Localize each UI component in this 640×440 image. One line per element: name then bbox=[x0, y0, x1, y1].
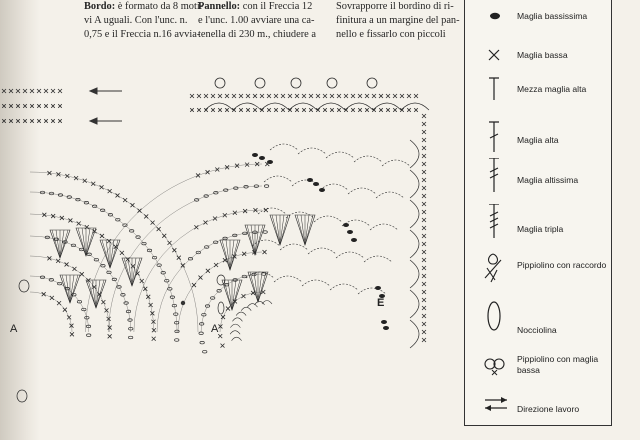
legend-item-picot-joined bbox=[465, 250, 611, 292]
col3-line-3: nello e fissarlo con piccoli bbox=[336, 29, 446, 40]
picot-sc-icon bbox=[473, 346, 513, 386]
text-column-pannello bbox=[198, 0, 330, 42]
legend-item-slip-stitch: Maglia bassissima bbox=[465, 0, 611, 40]
col2-line-1: Pannello: con il Freccia 12 bbox=[198, 1, 313, 12]
puff-stitch-icon bbox=[473, 298, 513, 338]
legend-item-work-direction: Direzione lavoro bbox=[465, 390, 611, 420]
stitch-legend bbox=[464, 0, 612, 426]
legend-picot-joined-label: Pippiolino con raccordo bbox=[517, 260, 607, 270]
legend-item-single-crochet: Maglia bassa bbox=[465, 38, 611, 78]
text-column-bordo bbox=[84, 0, 204, 42]
chart-arrows bbox=[90, 88, 122, 124]
legend-item-triple-crochet: Maglia tripla bbox=[465, 204, 611, 244]
chart-marker-e: E bbox=[377, 297, 385, 309]
chart-center-dot bbox=[181, 301, 185, 305]
motif-label-left: A bbox=[10, 323, 18, 335]
legend-item-double-crochet: Maglia alta bbox=[465, 120, 611, 160]
single-crochet-icon bbox=[473, 38, 513, 78]
double-crochet-icon bbox=[473, 120, 513, 160]
col1-heading: Bordo: bbox=[84, 1, 116, 12]
text-column-finitura bbox=[336, 0, 460, 42]
col1-line-2: vi A uguali. Con l'unc. n. bbox=[84, 15, 188, 26]
treble-crochet-icon bbox=[473, 158, 513, 198]
crochet-chart bbox=[0, 50, 464, 440]
legend-item-puff-stitch: Nocciolina bbox=[465, 298, 611, 338]
col3-line-1: Sovrapporre il bordino di ri- bbox=[336, 1, 454, 12]
picot-joined-icon bbox=[473, 250, 513, 290]
work-direction-icon bbox=[473, 390, 513, 420]
slip-stitch-icon bbox=[473, 0, 513, 40]
col1-line-3: 0,75 e il Freccia n.16 avvia- bbox=[84, 29, 201, 40]
col1-line-1: Bordo: è formato da 8 moti- bbox=[84, 1, 204, 12]
legend-item-half-double: Mezza maglia alta bbox=[465, 74, 611, 114]
col2-line-2: e l'unc. 1.00 avviare una ca- bbox=[198, 15, 315, 26]
legend-item-treble-crochet: Maglia altissima bbox=[465, 158, 611, 198]
motif-label-right: A bbox=[211, 323, 219, 335]
half-double-crochet-icon bbox=[473, 74, 513, 114]
col2-line-3: tenella di 230 m., chiudere a bbox=[198, 29, 317, 40]
legend-item-picot-sc: Pippiolino con maglia bassa bbox=[465, 346, 611, 386]
triple-crochet-icon bbox=[473, 204, 513, 244]
col2-heading: Pannello: bbox=[198, 1, 241, 12]
col3-line-2: finitura a un margine del pan- bbox=[336, 15, 460, 26]
